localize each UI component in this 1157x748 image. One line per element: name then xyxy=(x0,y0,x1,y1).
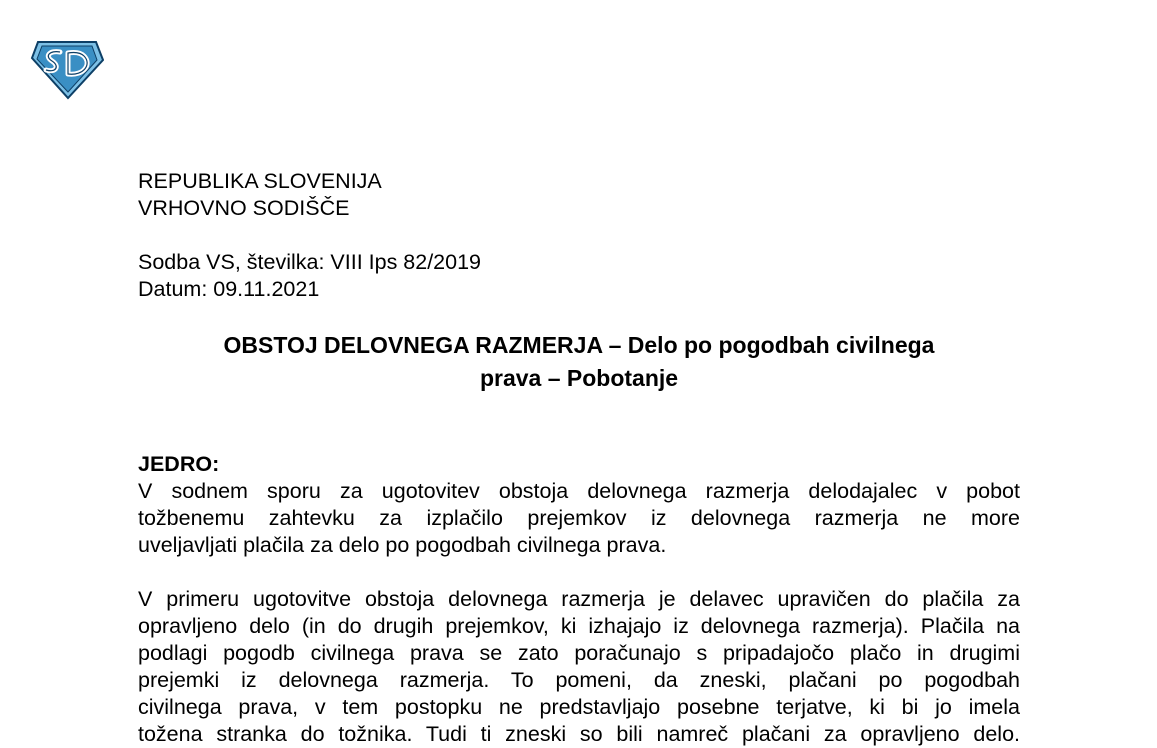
court-name: VRHOVNO SODIŠČE xyxy=(138,196,350,220)
paragraph-line: podlagi pogodb civilnega prava se zato poračunajo s pripadajočo plačo in drugimi xyxy=(138,641,1020,665)
paragraph-line: V sodnem sporu za ugotovitev obstoja delovnega razmerja delodajalec v pobot xyxy=(138,479,1020,503)
paragraph-line: opravljeno delo (in do drugih prejemkov, ki izhajajo iz delovnega razmerja). Plačila na xyxy=(138,614,1020,638)
title-line-2: prava – Pobotanje xyxy=(479,365,679,391)
judgment-title xyxy=(138,329,1020,395)
jedro-paragraph-2 xyxy=(138,586,1020,748)
supreme-court-logo xyxy=(30,40,104,100)
paragraph-line: V primeru ugotovitve obstoja delovnega razmerja je delavec upravičen do plačila za xyxy=(138,587,1020,611)
jedro-paragraph-1 xyxy=(138,478,1020,559)
paragraph-line: uveljavljati plačila za delo po pogodbah civilnega prava. xyxy=(138,533,667,557)
paragraph-line: prejemki iz delovnega razmerja. To pomeni, da zneski, plačani po pogodbah xyxy=(138,668,1020,692)
case-date: Datum: 09.11.2021 xyxy=(138,277,320,301)
paragraph-line: tožena stranka do tožnika. Tudi ti zneski so bili namreč plačani za opravljeno delo. xyxy=(138,722,1020,746)
paragraph-line: civilnega prava, v tem postopku ne predstavljajo posebne terjatve, ki bi jo imela xyxy=(138,695,1020,719)
jedro-heading: JEDRO: xyxy=(138,452,220,476)
paragraph-line: tožbenemu zahtevku za izplačilo prejemkov iz delovnega razmerja ne more xyxy=(138,506,1020,530)
document-body xyxy=(138,168,1020,748)
case-number: Sodba VS, številka: VIII Ips 82/2019 xyxy=(138,250,482,274)
court-country: REPUBLIKA SLOVENIJA xyxy=(138,169,382,193)
title-line-1: OBSTOJ DELOVNEGA RAZMERJA – Delo po pogodbah civilnega xyxy=(223,332,935,358)
